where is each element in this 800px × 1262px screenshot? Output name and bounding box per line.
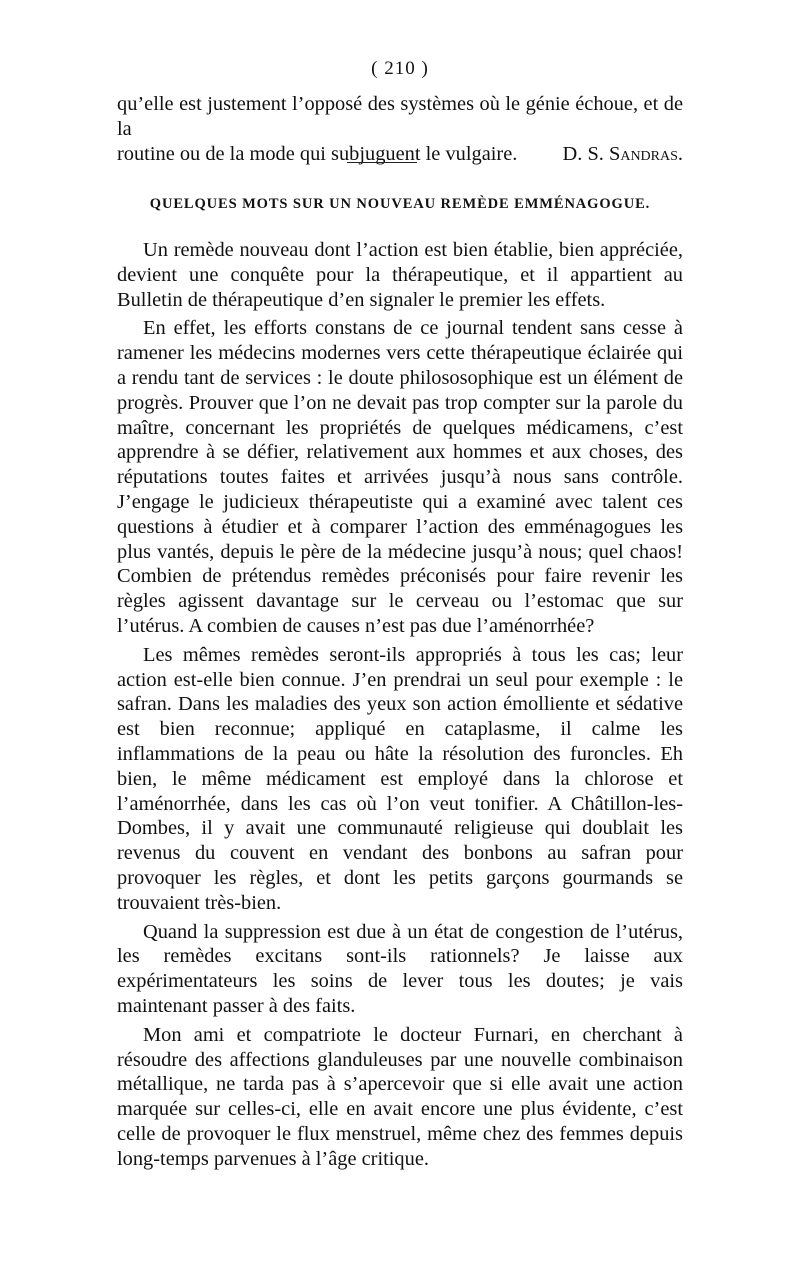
body-paragraph: Un remède nouveau dont l’action est bien établie, bien appréciée, devient une conquête pour la thérapeutique, et il appartient au Bulletin de thérapeutique d’en signaler le premier les effets. [117, 239, 683, 311]
article-title: QUELQUES MOTS SUR UN NOUVEAU REMÈDE EMMÉNAGOGUE. [149, 196, 651, 212]
intro-line: qu’elle est justement l’opposé des systèmes où le génie échoue, et de la [117, 93, 683, 140]
intro-text [117, 92, 683, 166]
intro-closing-text: routine ou de la mode qui subjuguent le vulgaire. [117, 142, 518, 165]
author-signature: D. S. Sandras. [562, 142, 683, 165]
article-body [117, 238, 683, 1175]
body-paragraph: En effet, les efforts constans de ce journal tendent sans cesse à ramener les médecins modernes vers cette thérapeutique éclairée qui a rendu tant de services : le doute philososophique est un élément de progrès. Prouver que l’on ne devait pas trop compter sur la parole du maître, concernant les propriétés de quelques médicamens, c’est apprendre à se défier, relativement aux hommes et aux choses, des réputations toutes faites et arrivées jusqu’à nous sans contrôle. J’engage le judicieux thérapeutiste qui a examiné avec talent ces questions à étudier et à comparer l’action des emménagogues les plus vantés, depuis le père de la médecine jusqu’à nous; quel chaos! Combien de prétendus remèdes préconisés pour faire revenir les règles agissent davantage sur le cerveau ou l’estomac que sur l’utérus. A combien de causes n’est pas due l’aménorrhée? [117, 317, 683, 637]
section-divider [347, 162, 417, 163]
body-paragraph: Quand la suppression est due à un état de congestion de l’utérus, les remèdes excitans sont-ils rationnels? Je laisse aux expérimentateurs les soins de lever tous les doutes; je vais maintenant passer à des faits. [117, 920, 683, 1017]
body-paragraph: Mon ami et compatriote le docteur Furnari, en cherchant à résoudre des affections glanduleuses par une nouvelle combinaison métallique, ne tarda pas à s’apercevoir que si elle avait une action marquée sur celles-ci, elle en avait encore une plus évidente, c’est celle de provoquer le flux menstruel, même chez des femmes depuis long-temps parvenues à l’âge critique. [117, 1023, 683, 1170]
page-number: ( 210 ) [371, 58, 429, 79]
body-paragraph: Les mêmes remèdes seront-ils appropriés à tous les cas; leur action est-elle bien connue. J’en prendrai un seul pour exemple : le safran. Dans les maladies des yeux son action émolliente et sédative est bien reconnue; appliqué en cataplasme, il calme les inflammations de la peau ou hâte la résolution des furoncles. Eh bien, le même médicament est employé dans la chlorose et l’aménorrhée, dans les cas où l’on veut tonifier. A Châtillon-les-Dombes, il y avait une communauté religieuse qui doublait les revenus du couvent en vendant des bonbons au safran pour provoquer les règles, et dont les petits garçons gourmands se trouvaient très-bien. [117, 643, 683, 914]
